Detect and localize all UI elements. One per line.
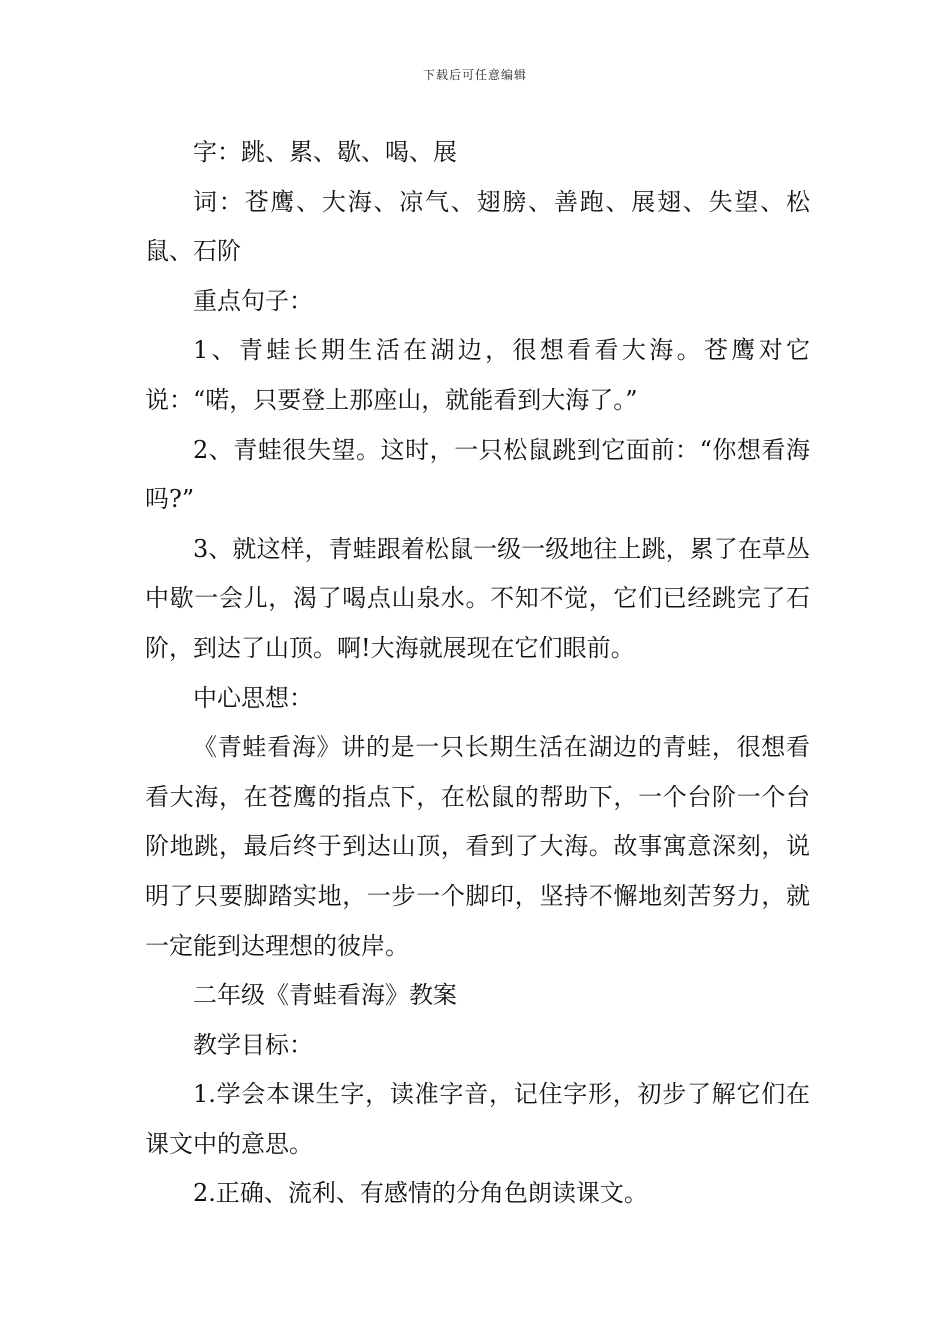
- heading-teaching-goals: 教学目标：: [193, 1030, 313, 1059]
- paragraph-central-idea: 《青蛙看海》讲的是一只长期生活在湖边的青蛙，很想看看大海，在苍鹰的指点下，在松鼠的帮助下，一个台阶一个台阶地跳，最后终于到达山顶，看到了大海。故事寓意深刻，说明了只要脚踏实地，一步一个脚印，坚持不懈地刻苦努力，就一定能到达理想的彼岸。: [145, 733, 810, 960]
- paragraph-sentence-2: 2、青蛙很失望。这时，一只松鼠跳到它面前：“你想看海吗?”: [145, 435, 810, 514]
- document-body: [145, 128, 810, 1219]
- paragraph-goal-2: 2.正确、流利、有感情的分角色朗读课文。: [193, 1179, 648, 1208]
- heading-key-sentences: 重点句子：: [193, 286, 313, 315]
- paragraph-goal-1: 1.学会本课生字，读准字音，记住字形，初步了解它们在课文中的意思。: [145, 1080, 810, 1158]
- heading-central-idea: 中心思想：: [193, 683, 313, 712]
- paragraph-words: 词：苍鹰、大海、凉气、翅膀、善跑、展翅、失望、松鼠、石阶: [145, 187, 810, 266]
- paragraph-sentence-1: 1、青蛙长期生活在湖边，很想看看大海。苍鹰对它说：“喏，只要登上那座山，就能看到大海了。”: [145, 336, 810, 414]
- page-header-note: 下载后可任意编辑: [422, 68, 527, 82]
- heading-lesson-plan: 二年级《青蛙看海》教案: [193, 981, 457, 1010]
- paragraph-sentence-3: 3、就这样，青蛙跟着松鼠一级一级地往上跳，累了在草丛中歇一会儿，渴了喝点山泉水。不知不觉，它们已经跳完了石阶，到达了山顶。啊!大海就展现在它们眼前。: [145, 534, 810, 662]
- paragraph-characters: 字：跳、累、歇、喝、展: [193, 138, 457, 166]
